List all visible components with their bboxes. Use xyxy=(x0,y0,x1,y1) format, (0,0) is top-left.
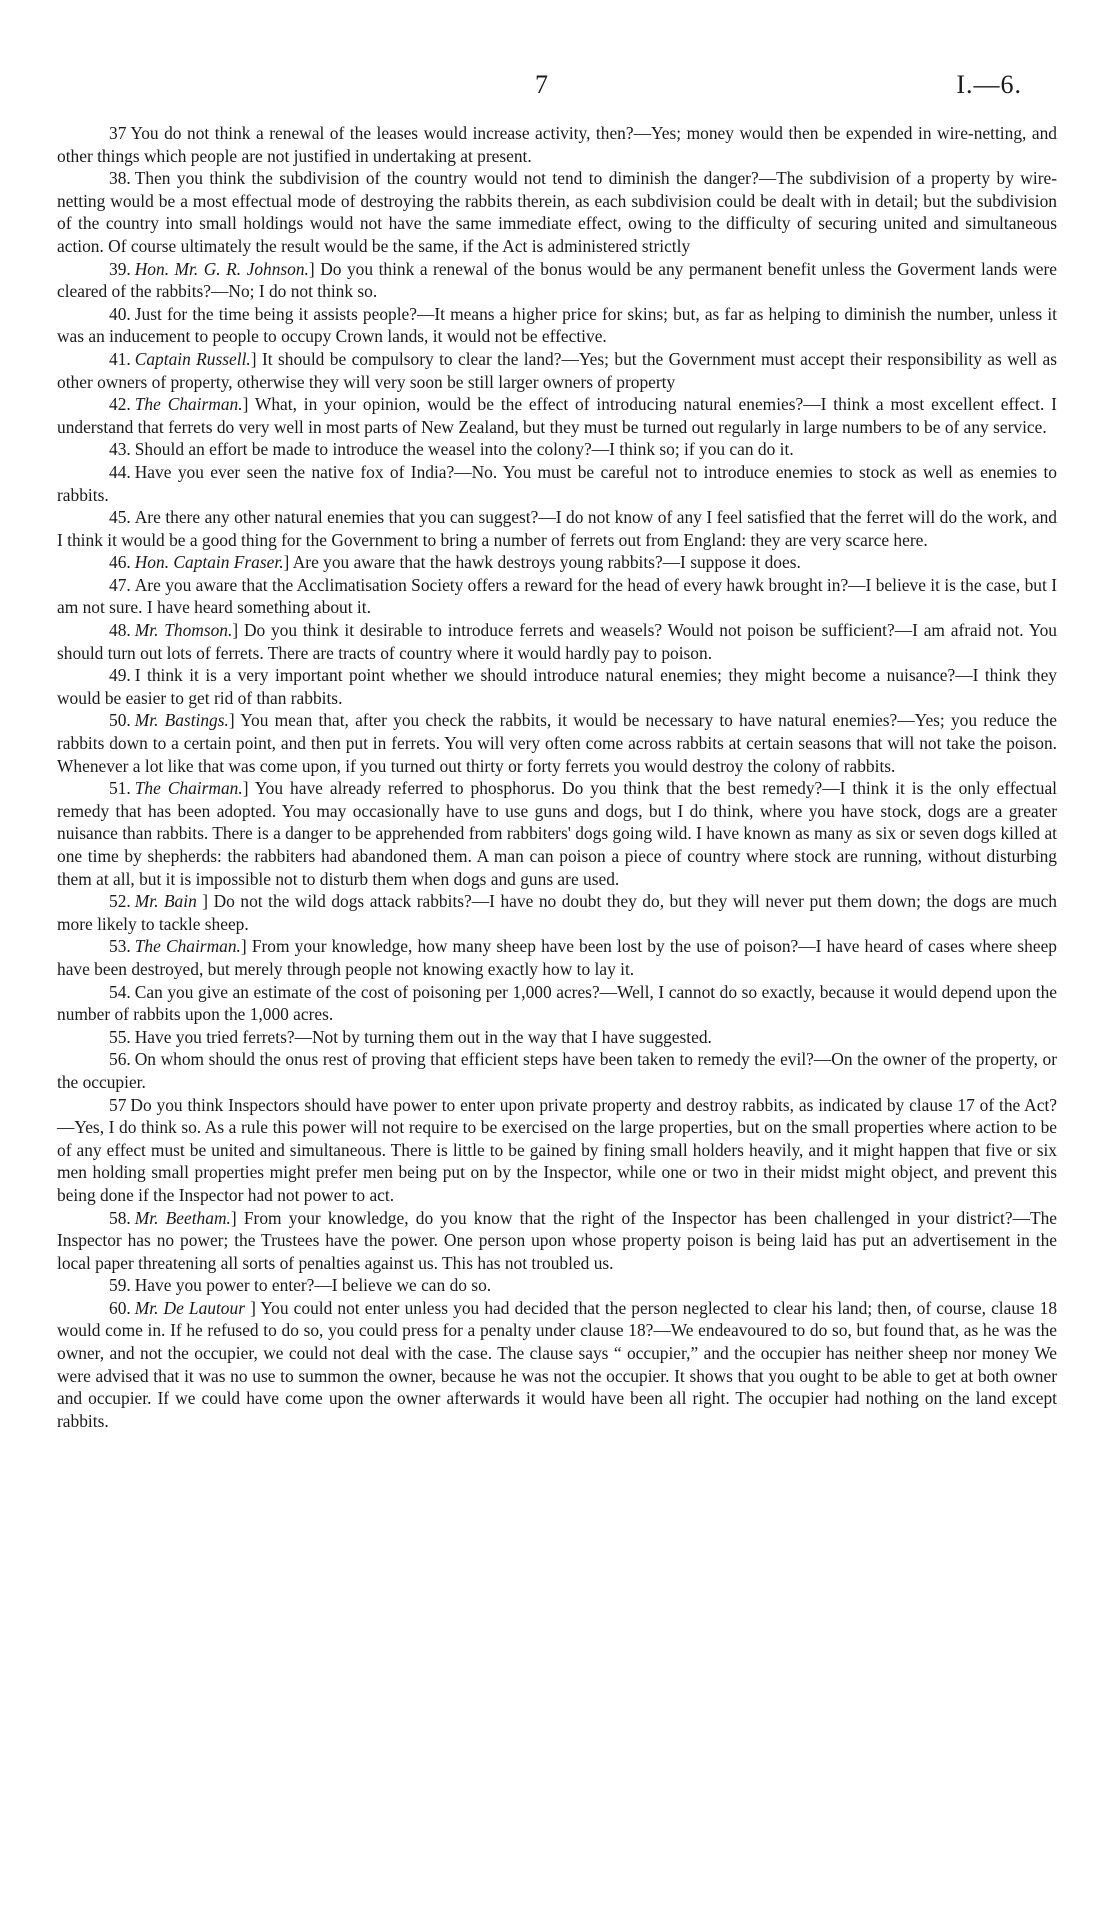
paragraph-text: Have you ever seen the native fox of India?—No. You must be careful not to introduce enemies to stock as well as enemies to rabbits. xyxy=(57,461,1057,505)
question-number: 46. xyxy=(109,552,131,573)
question-number: 42. xyxy=(109,394,131,415)
speaker-bracket: ] xyxy=(228,710,235,731)
paragraph xyxy=(57,619,1057,664)
paragraph-text: Do you think it desirable to introduce ferrets and weasels? Would not poison be sufficient?—I am afraid not. You should turn out lots of ferrets. There are tracts of country where it would hardly pay to poison. xyxy=(57,620,1057,663)
paragraph-text: Are there any other natural enemies that you can suggest?—I do not know of any I feel satisfied that the ferret will do the work, and I think it would be a good thing for the Government to bring a number of ferrets out from England: they are very scarce here. xyxy=(57,507,1057,550)
paragraph xyxy=(57,1026,1057,1049)
paragraph xyxy=(57,506,1057,551)
paragraph xyxy=(57,1297,1057,1433)
question-number: 47. xyxy=(109,574,131,595)
speaker-name: Mr. Beetham. xyxy=(134,1207,231,1228)
paragraph-text: Just for the time being it assists people?—It means a higher price for skins; but, as far as helping to diminish the number, unless it was an inducement to people to occupy Crown lands, it would not be effective. xyxy=(57,303,1057,347)
page-number: 7 xyxy=(535,70,548,99)
question-number: 44. xyxy=(109,461,131,482)
speaker-name: Hon. Mr. G. R. Johnson. xyxy=(134,258,309,279)
paragraph xyxy=(57,1207,1057,1275)
paragraph xyxy=(57,167,1057,257)
paragraph-text: Are you aware that the Acclimatisation Society offers a reward for the head of every hawk brought in?—I believe it is the case, but I am not sure. I have heard something about it. xyxy=(57,574,1057,618)
paragraph-text: It should be compulsory to clear the land?—Yes; but the Government must accept their responsibility as well as other owners of property, otherwise they will very soon be still larger owners of property xyxy=(57,348,1058,392)
paragraph-text: Should an effort be made to introduce the weasel into the colony?—I think so; if you can do it. xyxy=(134,439,794,460)
question-number: 41. xyxy=(109,348,131,369)
speaker-name: Captain Russell. xyxy=(134,348,251,369)
speaker-bracket: ] xyxy=(308,258,315,279)
question-number: 54. xyxy=(109,981,131,1002)
paragraph xyxy=(57,393,1057,438)
paragraph xyxy=(57,981,1057,1026)
paragraph-text: You could not enter unless you had decided that the person neglected to clear his land; then, of course, clause 18 would come in. If he refused to do so, you could press for a penalty under clause 18?—We endeavoured to do so, but found that, as he was the owner, and not the occupier, we could not deal with the case. The clause says “ occupier,” and the occupier has neither sheep nor money We were advised that it was no use to summon the owner, because he was not the occupier. It shows that you ought to be able to get at both owner and occupier. If we could have come upon the owner afterwards it would have been all right. The occupier had nothing on the land except rabbits. xyxy=(57,1297,1058,1431)
question-number: 52. xyxy=(109,891,131,912)
paragraph xyxy=(57,461,1057,506)
paragraph xyxy=(57,1094,1057,1207)
question-number: 38. xyxy=(109,168,131,189)
paragraph-text: What, in your opinion, would be the effect of introducing natural enemies?—I think a most excellent effect. I understand that ferrets do very well in most parts of New Zealand, but they must be turned out regularly in large numbers to be of any service. xyxy=(57,394,1057,437)
paragraph xyxy=(57,122,1057,167)
paragraph-text: Do you think a renewal of the bonus would be any permanent benefit unless the Goverment lands were cleared of the rabbits?—No; I do not think so. xyxy=(57,258,1057,302)
paragraph-text: I think it is a very important point whether we should introduce natural enemies; they might become a nuisance?—I think they would be easier to get rid of than rabbits. xyxy=(57,665,1057,708)
paragraph-text: Are you aware that the hawk destroys young rabbits?—I suppose it does. xyxy=(292,552,801,573)
speaker-bracket: ] xyxy=(242,394,249,415)
page-header xyxy=(0,70,1114,110)
paragraph-text: From your knowledge, how many sheep have been lost by the use of poison?—I have heard of cases where sheep have been destroyed, but merely through people not knowing exactly how to lay it. xyxy=(57,936,1058,979)
paragraph-text: Do not the wild dogs attack rabbits?—I have no doubt they do, but they will never put them down; the dogs are much more likely to tackle sheep. xyxy=(57,891,1057,934)
question-number: 50. xyxy=(109,710,131,731)
speaker-bracket: ] xyxy=(230,1207,237,1228)
question-number: 43. xyxy=(109,439,131,460)
speaker-name: Hon. Captain Fraser. xyxy=(134,552,284,573)
paragraph xyxy=(57,258,1057,303)
paragraph-text: You mean that, after you check the rabbits, it would be necessary to have natural enemies?—Yes; you reduce the rabbits down to a certain point, and then put in ferrets. You will very often come across rabbits at certain seasons that will not take the poison. Whenever a lot like that was come upon, if you turned out thirty or forty ferrets you would destroy the colony of rabbits. xyxy=(57,710,1058,776)
paragraph-text: Have you tried ferrets?—Not by turning them out in the way that I have suggested. xyxy=(134,1026,712,1047)
speaker-bracket: ] xyxy=(196,891,209,912)
paragraph xyxy=(57,438,1057,461)
speaker-name: The Chairman. xyxy=(134,394,243,415)
paragraph-text: Then you think the subdivision of the country would not tend to diminish the danger?—The subdivision of a property by wire-netting would be a most effectual mode of destroying the rabbits therein, as each subdivision could be dealt with in detail; but the subdivision of the country into small holdings would not have the same immediate effect, owing to the difficulty of securing united and simultaneous action. Of course ultimately the result would be the same, if the Act is administered strictly xyxy=(57,168,1057,256)
paragraph-text: On whom should the onus rest of proving that efficient steps have been taken to remedy the evil?—On the owner of the property, or the occupier. xyxy=(57,1049,1057,1092)
paragraph-text: You do not think a renewal of the leases would increase activity, then?—Yes; money would then be expended in wire-netting, and other things which people are not justified in undertaking at present. xyxy=(57,123,1057,166)
paragraph xyxy=(57,1048,1057,1093)
question-number: 60. xyxy=(109,1297,131,1318)
question-number: 45. xyxy=(109,507,131,528)
speaker-name: Mr. Bastings. xyxy=(134,710,229,731)
paragraph-text: From your knowledge, do you know that the right of the Inspector has been challenged in your district?—The Inspector has no power; the Trustees have the power. One person upon whose property poison is being laid has put an advertisement in the local paper threatening all sorts of penalties against us. This has not troubled us. xyxy=(57,1207,1057,1273)
question-number: 56. xyxy=(109,1049,131,1070)
speaker-name: Mr. De Lautour xyxy=(134,1297,245,1318)
question-number: 55. xyxy=(109,1026,131,1047)
question-number: 39. xyxy=(109,258,131,279)
paragraph xyxy=(57,890,1057,935)
question-number: 48. xyxy=(109,620,131,641)
question-number: 57 xyxy=(109,1094,127,1115)
paragraph-text: Do you think Inspectors should have power to enter upon private property and destroy rabbits, as indicated by clause 17 of the Act?—Yes, I do think so. As a rule this power will not require to be exercised on the large properties, but on the small properties where action to be of any effect must be united and simultaneous. There is little to be gained by fining small holders heavily, and it might happen that five or six men holding small properties might prefer men being put on by the Inspector, while one or two in their midst might object, and prevent this being done if the Inspector had not power to act. xyxy=(57,1094,1057,1205)
speaker-bracket: ] xyxy=(250,348,257,369)
document-body xyxy=(57,122,1057,1432)
question-number: 51. xyxy=(109,778,131,799)
speaker-bracket: ] xyxy=(244,1297,256,1318)
paragraph-text: You have already referred to phosphorus. Do you think that the best remedy?—I think it is the only effectual remedy that has been adopted. You may occasionally have to use guns and dogs, but I do think, where you have stock, dogs are a greater nuisance than rabbits. There is a danger to be apprehended from rabbiters' dogs going wild. I have known as many as six or seven dogs killed at one time by shepherds: the rabbiters had abandoned them. A man can poison a piece of country where stock are running, without disturbing them at all, but it is impossible not to disturb them when dogs and guns are used. xyxy=(57,778,1058,889)
speaker-name: The Chairman. xyxy=(134,936,241,957)
paragraph xyxy=(57,551,1057,574)
speaker-bracket: ] xyxy=(283,552,290,573)
paragraph xyxy=(57,664,1057,709)
paragraph-text: Can you give an estimate of the cost of poisoning per 1,000 acres?—Well, I cannot do so exactly, because it would depend upon the number of rabbits upon the 1,000 acres. xyxy=(57,981,1057,1025)
question-number: 59. xyxy=(109,1275,131,1296)
paragraph xyxy=(57,777,1057,890)
question-number: 53. xyxy=(109,936,131,957)
paragraph xyxy=(57,303,1057,348)
speaker-bracket: ] xyxy=(232,620,239,641)
document-reference: I.—6. xyxy=(956,70,1022,99)
question-number: 49. xyxy=(109,665,131,686)
speaker-bracket: ] xyxy=(242,778,249,799)
speaker-name: The Chairman. xyxy=(134,778,243,799)
paragraph xyxy=(57,935,1057,980)
paragraph xyxy=(57,709,1057,777)
paragraph-text: Have you power to enter?—I believe we can do so. xyxy=(134,1275,492,1296)
speaker-bracket: ] xyxy=(240,936,247,957)
question-number: 37 xyxy=(109,123,127,143)
speaker-name: Mr. Bain xyxy=(134,891,197,912)
speaker-name: Mr. Thomson. xyxy=(134,620,233,641)
question-number: 40. xyxy=(109,303,131,324)
question-number: 58. xyxy=(109,1207,131,1228)
paragraph xyxy=(57,574,1057,619)
paragraph xyxy=(57,1274,1057,1297)
paragraph xyxy=(57,348,1057,393)
